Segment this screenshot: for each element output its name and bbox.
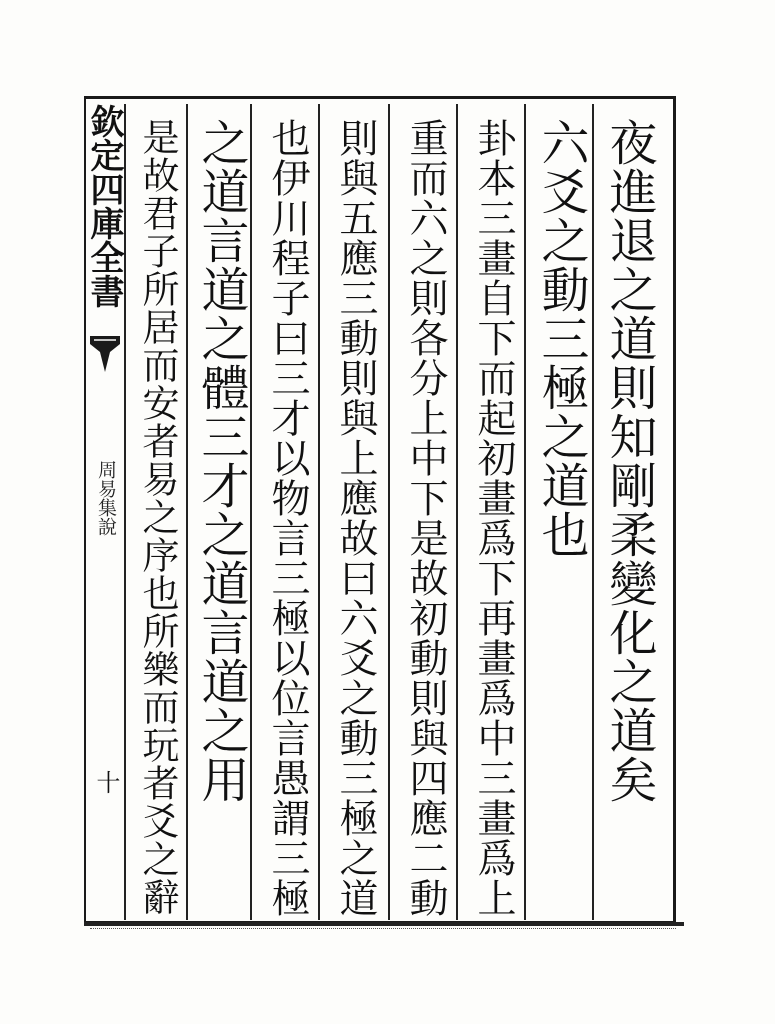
column-rule [186,104,188,920]
bottom-border [84,922,684,926]
text-column-7: 之道言道之體三才之道言道之用 [193,118,249,804]
text-column-2: 六爻之動三極之道也 [533,118,589,559]
text-column-1: 夜進退之道則知剛柔變化之道矣 [601,118,657,804]
section-title: 周易集說 [95,460,117,536]
bottom-border-dotted [90,928,676,931]
text-column-6: 也伊川程子曰三才以物言三極以位言愚謂三極 [265,118,310,918]
column-rule [456,104,458,920]
column-rule [388,104,390,920]
column-rule [318,104,320,920]
column-rule [592,104,594,920]
text-column-8: 是故君子所居而安者易之序也所樂而玩者爻之辭 [136,118,179,916]
page-number: 十 [92,770,120,794]
text-column-4: 重而六之則各分上中下是故初動則與四應二動 [403,118,448,918]
column-rule [524,104,526,920]
text-column-3: 卦本三畫自下而起初畫爲下再畫爲中三畫爲上 [471,118,516,918]
text-column-5: 則與五應三動則與上應故曰六爻之動三極之道 [333,118,378,918]
column-rule [250,104,252,920]
column-rule [124,104,126,920]
fish-tail-mark-icon [88,332,122,376]
book-title: 欽定四庫全書 [84,104,124,308]
